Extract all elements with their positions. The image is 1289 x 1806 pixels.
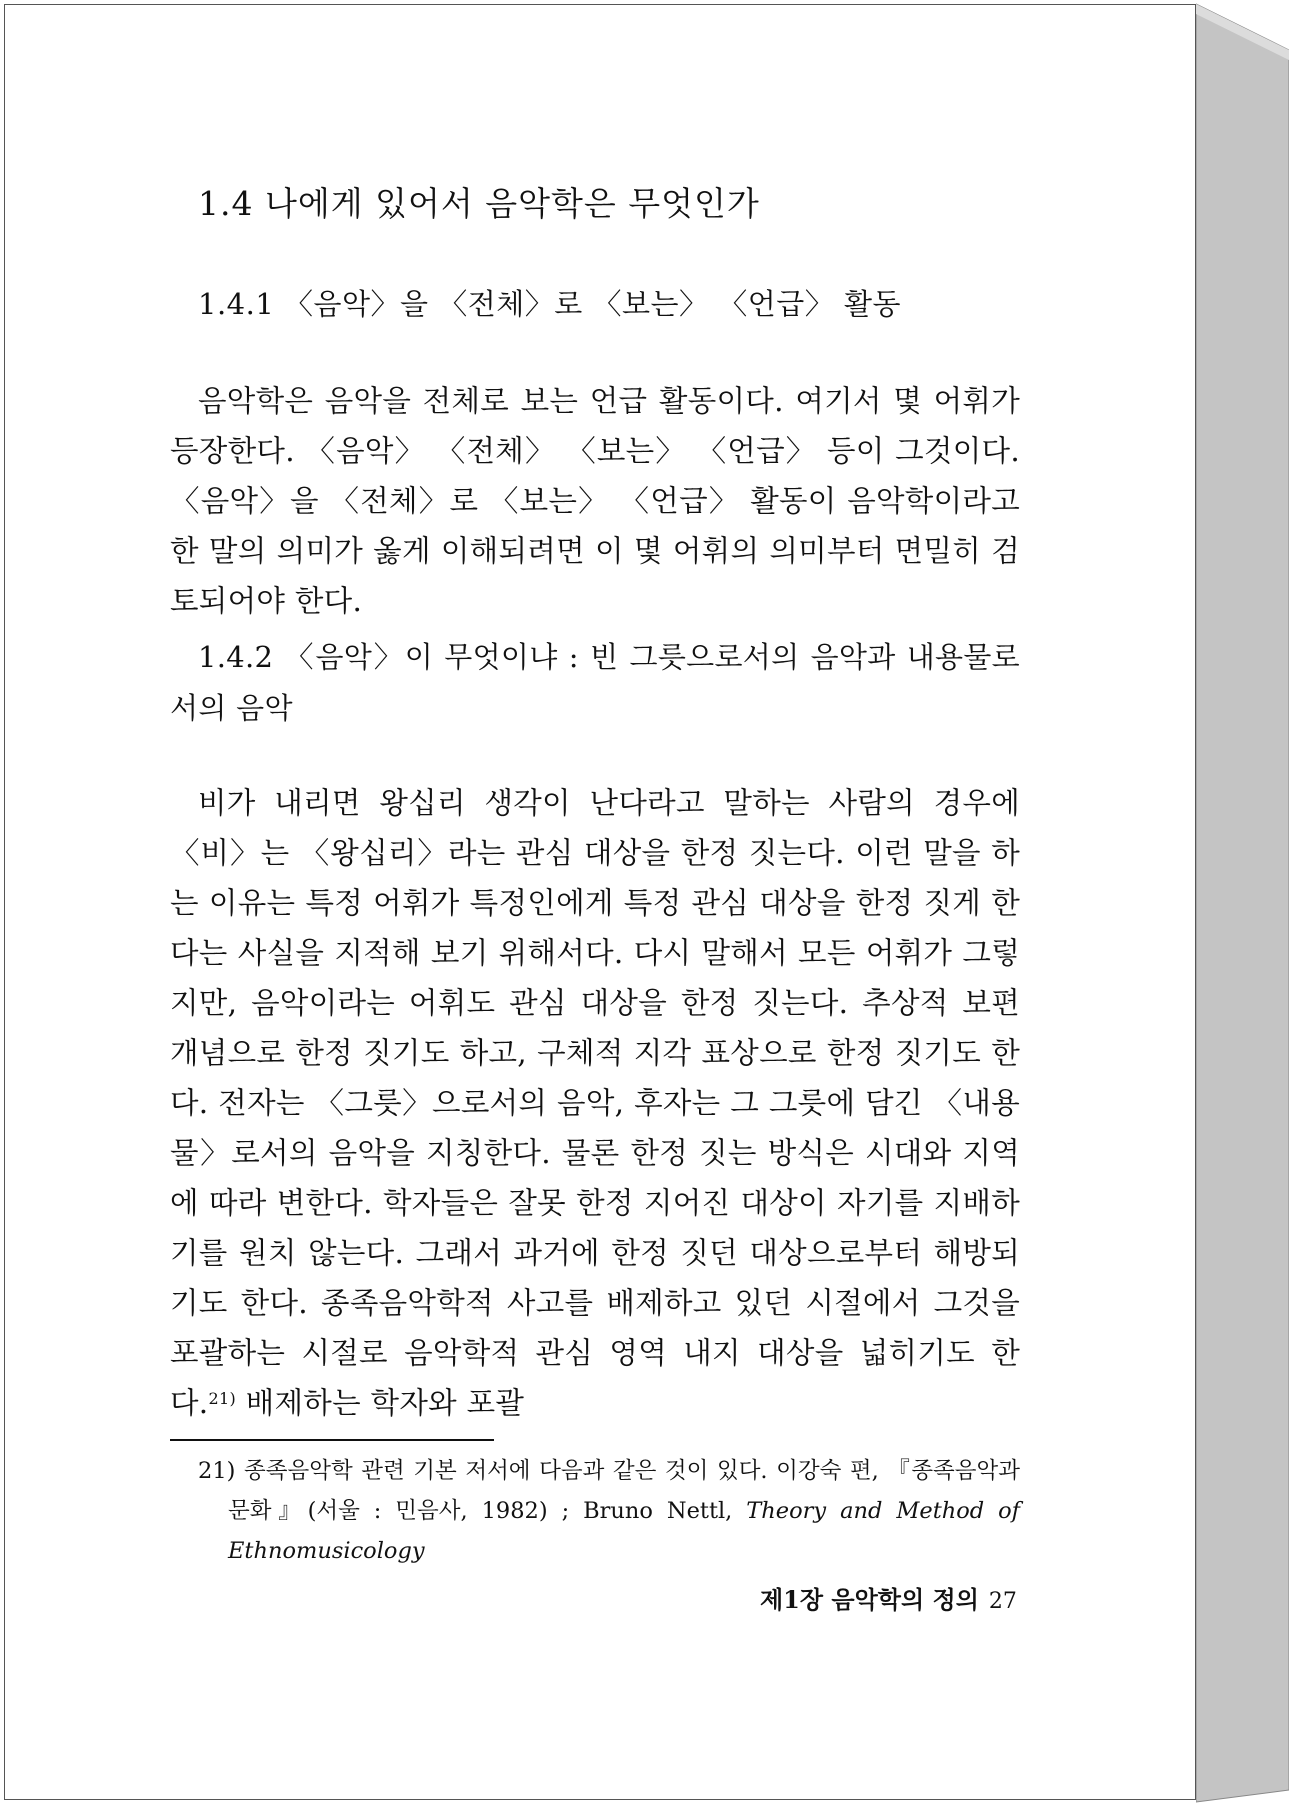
footnote-text: 종족음악학 관련 기본 저서에 다음과 같은 것이 있다. 이강숙 편, 『종족음악과 문화』(서울 : 민음사, 1982) ; Bruno Nettl, [228, 1458, 1020, 1524]
paragraph-2-text: 비가 내리면 왕십리 생각이 난다라고 말하는 사람의 경우에 〈비〉는 〈왕십리〉라는 관심 대상을 한정 짓는다. 이런 말을 하는 이유는 특정 어휘가 특정인에게 특정 관심 대상을 한정 짓게 한다는 사실을 지적해 보기 위해서다. 다시 말해서 모든 어휘가 그렇지만, 음악이라는 어휘도 관심 대상을 한정 짓는다. 추상적 보편 개념으로 한정 짓기도 하고, 구체적 지각 표상으로 한정 짓기도 한다. 전자는 〈그릇〉으로서의 음악, 후자는 그 그릇에 담긴 〈내용물〉로서의 음악을 지칭한다. 물론 한정 짓는 방식은 시대와 지역에 따라 변한다. 학자들은 잘못 한정 지어진 대상이 자기를 지배하기를 원치 않는다. 그래서 과거에 한정 짓던 대상으로부터 해방되기도 한다. 종족음악학적 사고를 배제하고 있던 시절에서 그것을 포괄하는 시절로 음악학적 관심 영역 내지 대상을 넓히기도 한다. [170, 786, 1020, 1420]
page-number: 27 [988, 1589, 1017, 1614]
paragraph-2 [170, 778, 1020, 1428]
footnote-number: 21) [198, 1458, 236, 1484]
footnote-book-title: Theory and Method of Ethnomusicology [228, 1498, 1020, 1564]
paragraph-1: 음악학은 음악을 전체로 보는 언급 활동이다. 여기서 몇 어휘가 등장한다. 〈음악〉 〈전체〉 〈보는〉 〈언급〉 등이 그것이다. 〈음악〉을 〈전체〉로 〈보는〉 〈언급〉 활동이 음악학이라고 한 말의 의미가 옳게 이해되려면 이 몇 어휘의 의미부터 면밀히 검토되어야 한다. [170, 384, 1020, 618]
section-title: 1.4 나에게 있어서 음악학은 무엇인가 [198, 184, 760, 223]
footnote-reference: 21) [208, 1389, 236, 1408]
footnote-divider [170, 1439, 494, 1441]
subsection-title-1: 1.4.1 〈음악〉을 〈전체〉로 〈보는〉 〈언급〉 활동 [198, 287, 902, 321]
chapter-title: 제1장 음악학의 정의 [760, 1585, 979, 1614]
paragraph-2-continuation: 배제하는 학자와 포괄 [236, 1386, 525, 1420]
book-page-edge [1196, 0, 1289, 1806]
footnote [170, 1451, 1020, 1571]
running-footer [760, 1580, 1017, 1615]
subsection-title-2: 1.4.2 〈음악〉이 무엇이냐 : 빈 그릇으로서의 음악과 내용물로서의 음악 [170, 640, 1020, 725]
